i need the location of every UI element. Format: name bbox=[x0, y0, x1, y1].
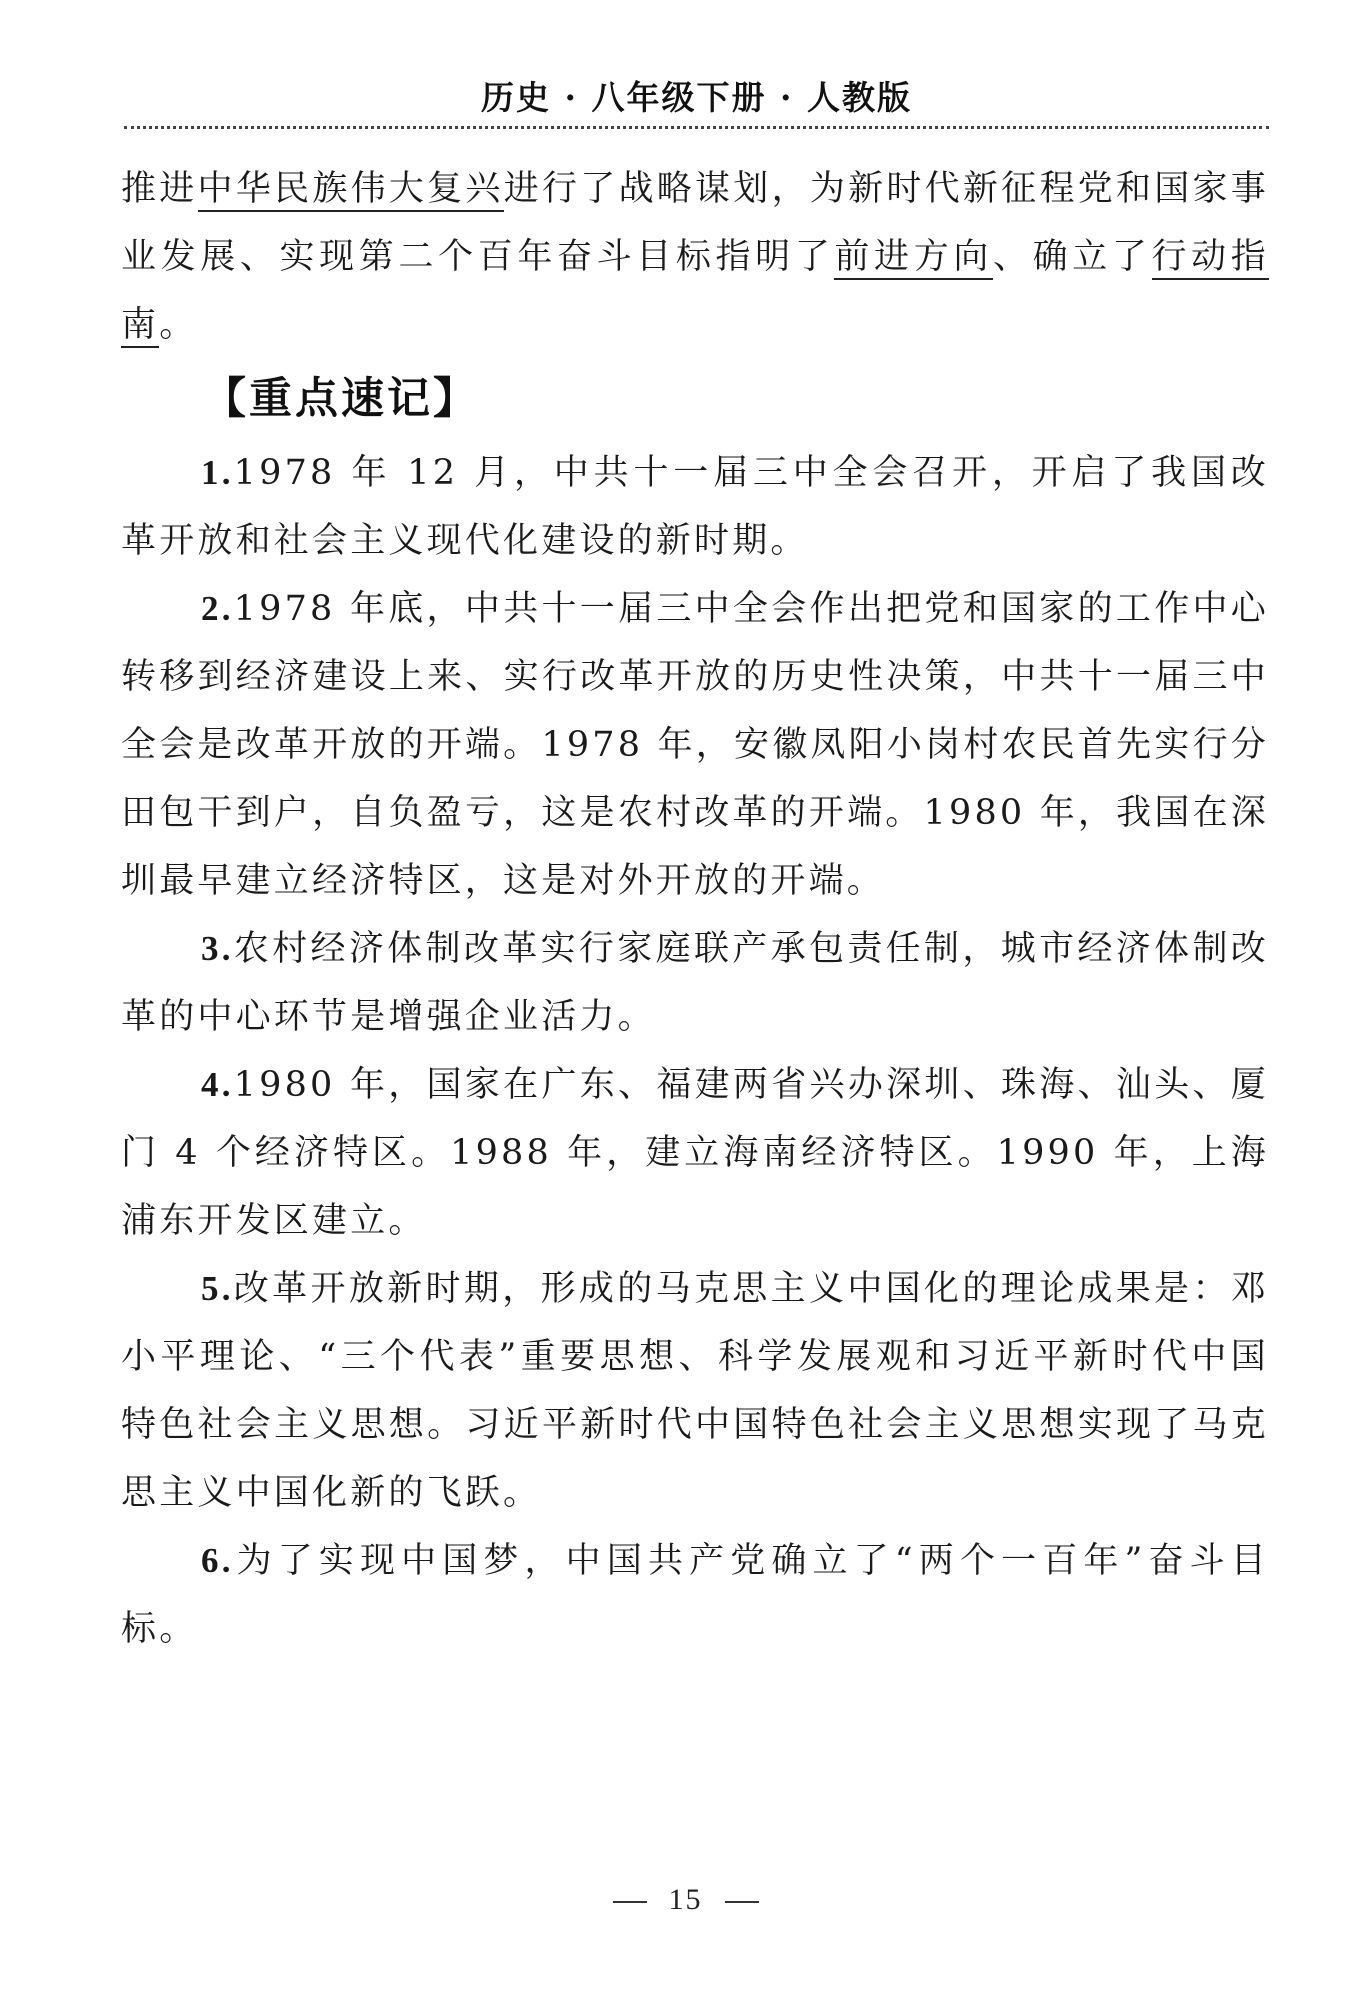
key-point-3 bbox=[121, 915, 1269, 1051]
section-title: 【重点速记】 bbox=[203, 374, 479, 424]
underlined-term-direction: 前进方向 bbox=[834, 237, 993, 280]
key-point-1 bbox=[121, 439, 1269, 575]
item-text: 改革开放新时期，形成的马克思主义中国化的理论成果是：邓小平理论、“三个代表”重要思想、科学发展观和习近平新时代中国特色社会主义思想。习近平新时代中国特色社会主义思想实现了马克思主义中国化新的飞跃。 bbox=[121, 1269, 1269, 1513]
key-point-2 bbox=[121, 575, 1269, 915]
underlined-term-rejuvenation: 中华民族伟大复兴 bbox=[198, 169, 504, 212]
item-text: 为了实现中国梦，中国共产党确立了“两个一百年”奋斗目标。 bbox=[121, 1541, 1269, 1649]
intro-paragraph bbox=[121, 155, 1269, 359]
intro-text-1: 推进 bbox=[121, 169, 198, 209]
item-number: 1. bbox=[201, 453, 234, 492]
item-number: 2. bbox=[201, 589, 234, 628]
item-text: 1978 年 12 月，中共十一届三中全会召开，开启了我国改革开放和社会主义现代化建设的新时期。 bbox=[121, 453, 1269, 561]
header-dotted-rule bbox=[124, 126, 1269, 129]
key-point-6 bbox=[121, 1527, 1269, 1663]
footer-dash-right bbox=[725, 1901, 759, 1903]
intro-text-3: 、确立了 bbox=[992, 237, 1152, 277]
footer-dash-left bbox=[613, 1901, 647, 1903]
item-number: 3. bbox=[201, 929, 234, 968]
item-text: 农村经济体制改革实行家庭联产承包责任制，城市经济体制改革的中心环节是增强企业活力。 bbox=[121, 929, 1269, 1037]
item-text: 1980 年，国家在广东、福建两省兴办深圳、珠海、汕头、厦门 4 个经济特区。1988 年，建立海南经济特区。1990 年，上海浦东开发区建立。 bbox=[121, 1065, 1269, 1241]
key-point-4 bbox=[121, 1051, 1269, 1255]
page-number: 15 bbox=[668, 1883, 703, 1916]
item-number: 4. bbox=[201, 1065, 234, 1104]
item-number: 6. bbox=[201, 1541, 234, 1580]
item-number: 5. bbox=[201, 1269, 234, 1308]
item-text: 1978 年底，中共十一届三中全会作出把党和国家的工作中心转移到经济建设上来、实行改革开放的历史性决策，中共十一届三中全会是改革开放的开端。1978 年，安徽凤阳小岗村农民首先实行分田包干到户，自负盈亏，这是农村改革的开端。1980 年，我国在深圳最早建立经济特区，这是对外开放的开端。 bbox=[121, 589, 1269, 901]
running-header: 历史 · 八年级下册 · 人教版 bbox=[481, 78, 912, 117]
page-footer bbox=[0, 1883, 1371, 1917]
key-point-5 bbox=[121, 1255, 1269, 1527]
intro-text-4: 。 bbox=[159, 305, 198, 345]
intro-text-2: 进行了战略谋划，为新时代新征程党和国家事业发展、实现第二个百年奋斗目标指明了 bbox=[121, 169, 1269, 277]
page-content bbox=[121, 155, 1269, 1663]
underlined-term-guide: 行动指南 bbox=[121, 237, 1269, 348]
